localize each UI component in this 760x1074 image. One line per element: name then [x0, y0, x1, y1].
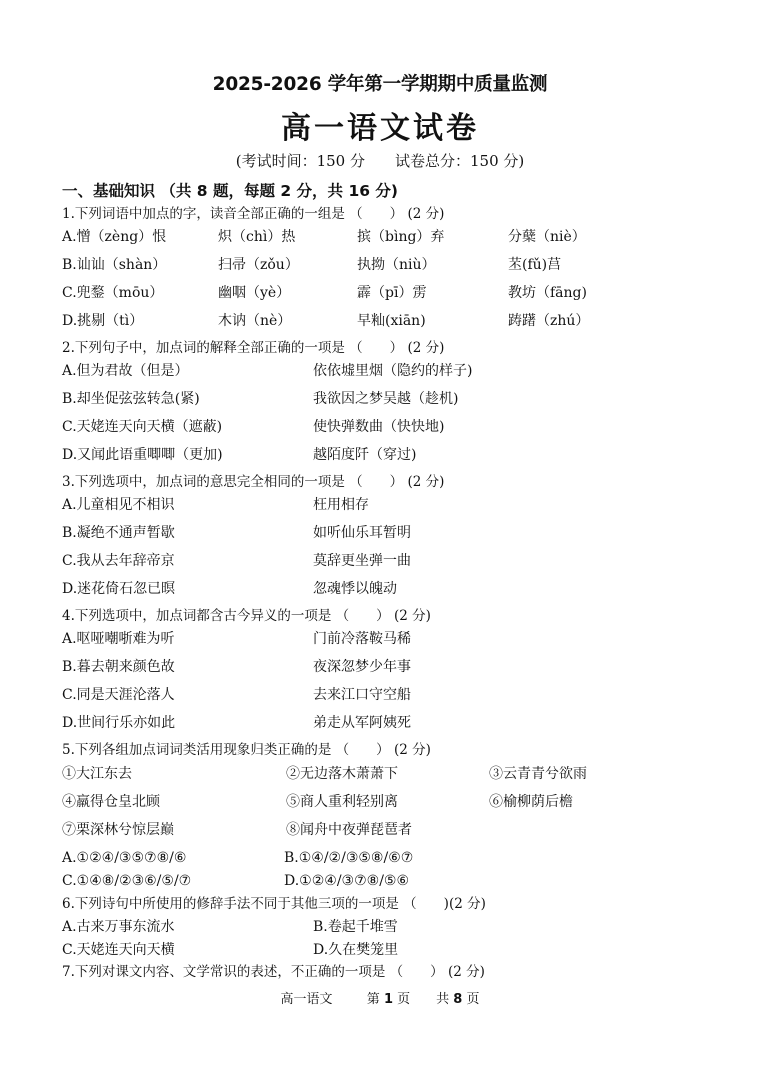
q2-option-a-2: 依依墟里烟（隐约的样子)	[313, 363, 473, 379]
q5-item-7: ⑦栗深林兮惊层巅	[62, 822, 174, 838]
q1-option-d-3: 早籼(xiān)	[357, 313, 426, 329]
q5-item-5: ⑤商人重利轻别离	[286, 794, 398, 810]
q6-option-d: D.久在樊笼里	[313, 942, 399, 958]
q2-option-c-2: 使快弹数曲（快快地)	[313, 419, 445, 435]
exam-title: 高一语文试卷	[281, 111, 479, 146]
q2-option-c-1: C.天姥连天向天横（遮蔽)	[62, 419, 223, 435]
footer-page-mid: 页 共	[397, 992, 450, 1007]
q1-option-b-3: 执拗（niù）	[357, 257, 436, 273]
q1-option-a-1: A.憎（zèng）恨	[62, 229, 167, 245]
exam-info: (考试时间：150 分 试卷总分：150 分)	[235, 152, 525, 170]
q5-item-2: ②无边落木萧萧下	[286, 766, 398, 782]
q4-option-c-2: 去来江口守空船	[313, 687, 411, 703]
q3-option-d-1: D.迷花倚石忽已暝	[62, 581, 176, 597]
footer-page-suffix: 页	[466, 992, 480, 1007]
q1-option-b-1: B.讪讪（shàn）	[62, 257, 167, 273]
q3-option-c-2: 莫辞更坐弹一曲	[313, 553, 411, 569]
q5-item-4: ④羸得仓皇北顾	[62, 794, 160, 810]
q6-option-b: B.卷起千堆雪	[313, 919, 398, 935]
q1-option-a-4: 分蘖（niè）	[508, 229, 586, 245]
q1-option-c-3: 霹（pī）雳	[357, 285, 427, 301]
q3-option-d-2: 忽魂悸以魄动	[313, 581, 397, 597]
q1-option-a-3: 摈（bìng）弃	[357, 229, 445, 245]
q6-option-a: A.古来万事东流水	[62, 919, 175, 935]
question-7-stem: 7.下列对课文内容、文学常识的表述，不正确的一项是 （ ） (2 分)	[62, 964, 485, 980]
q1-option-b-2: 扫帚（zǒu）	[218, 257, 299, 273]
q2-option-b-2: 我欲因之梦吴越（趁机)	[313, 391, 459, 407]
q1-option-d-4: 踌躇（zhú）	[508, 313, 590, 329]
q3-option-a-1: A.儿童相见不相识	[62, 497, 175, 513]
q1-option-c-2: 幽咽（yè）	[218, 285, 291, 301]
q5-item-3: ③云青青兮欲雨	[489, 766, 587, 782]
q2-option-d-1: D.又闻此语重唧唧（更加)	[62, 447, 223, 463]
question-6-stem: 6.下列诗句中所使用的修辞手法不同于其他三项的一项是 （ )(2 分)	[62, 896, 486, 912]
q1-option-b-4: 苤(fǔ)莒	[508, 257, 562, 273]
q4-option-a-2: 门前冷落鞍马稀	[313, 631, 411, 647]
q5-item-1: ①大江东去	[62, 766, 132, 782]
q3-option-b-2: 如听仙乐耳暂明	[313, 525, 411, 541]
question-3-stem: 3.下列选项中，加点词的意思完全相同的一项是 （ ） (2 分)	[62, 474, 445, 490]
q5-option-c: C.①④⑧/②③⑥/⑤/⑦	[62, 873, 192, 889]
question-2-stem: 2.下列句子中，加点词的解释全部正确的一项是 （ ） (2 分)	[62, 340, 445, 356]
question-5-stem: 5.下列各组加点词词类活用现象归类正确的是 （ ） (2 分)	[62, 742, 431, 758]
q1-option-d-2: 木讷（nè）	[218, 313, 292, 329]
q2-option-a-1: A.但为君故（但是）	[62, 363, 189, 379]
footer-subject: 高一语文	[280, 992, 333, 1007]
q3-option-b-1: B.凝绝不通声暂歇	[62, 525, 175, 541]
exam-header-line: 2025-2026 学年第一学期期中质量监测	[212, 74, 548, 95]
q6-option-c: C.天姥连天向天横	[62, 942, 175, 958]
section-heading: 一、基础知识 （共 8 题，每题 2 分，共 16 分)	[62, 182, 398, 200]
q4-option-c-1: C.同是天涯沦落人	[62, 687, 175, 703]
q5-option-a: A.①②④/③⑤⑦⑧/⑥	[62, 850, 187, 866]
q2-option-b-1: B.却坐促弦弦转急(紧)	[62, 391, 200, 407]
question-1-stem: 1.下列词语中加点的字，读音全部正确的一组是 （ ） (2 分)	[62, 206, 445, 222]
footer-total-pages: 8	[453, 992, 463, 1007]
q1-option-c-1: C.兜鍪（mōu）	[62, 285, 164, 301]
question-4-stem: 4.下列选项中，加点词都含古今异义的一项是 （ ） (2 分)	[62, 608, 431, 624]
footer-page-prefix: 第	[366, 992, 380, 1007]
q5-option-d: D.①②④/③⑦⑧/⑤⑥	[284, 873, 410, 889]
q5-item-8: ⑧闻舟中夜弹琵琶者	[286, 822, 412, 838]
q3-option-c-1: C.我从去年辞帝京	[62, 553, 175, 569]
q4-option-d-2: 弟走从军阿姨死	[313, 715, 411, 731]
footer-page-number: 1	[383, 992, 393, 1007]
q2-option-d-2: 越陌度阡（穿过)	[313, 447, 417, 463]
q5-item-6: ⑥榆柳荫后檐	[489, 794, 573, 810]
q1-option-c-4: 教坊（fāng)	[508, 285, 587, 301]
q4-option-b-1: B.暮去朝来颜色故	[62, 659, 175, 675]
q3-option-a-2: 枉用相存	[313, 497, 369, 513]
q5-option-b: B.①④/②/③⑤⑧/⑥⑦	[284, 850, 414, 866]
q4-option-d-1: D.世间行乐亦如此	[62, 715, 176, 731]
q4-option-a-1: A.呕哑嘲哳难为听	[62, 631, 175, 647]
q4-option-b-2: 夜深忽梦少年事	[313, 659, 411, 675]
q1-option-a-2: 炽（chì）热	[218, 229, 296, 245]
q1-option-d-1: D.挑剔（tì）	[62, 313, 144, 329]
page-footer	[0, 988, 760, 1007]
